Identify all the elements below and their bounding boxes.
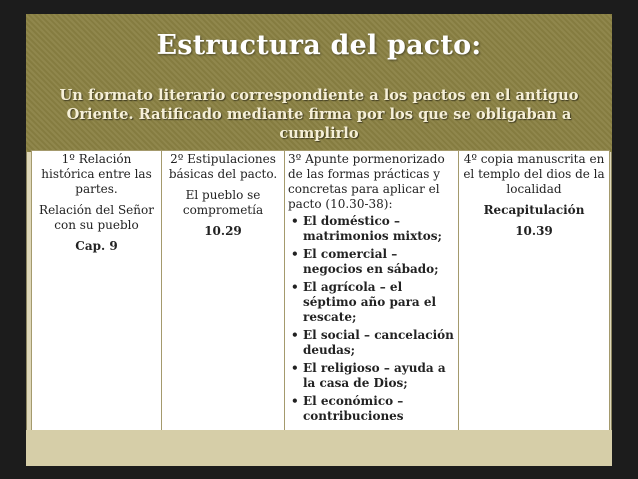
cell-heading: 4º copia manuscrita en el templo del dios de la localidad	[463, 152, 605, 196]
cell-reference: Cap. 9	[75, 239, 118, 253]
table-cell-practical-application	[285, 151, 459, 431]
list-item: • El agrícola – el séptimo año para el rescate;	[303, 280, 455, 325]
list-item: • El social – cancelación deudas;	[303, 328, 455, 358]
list-item: • El económico – contribuciones	[303, 394, 455, 424]
cell-heading: 3º Apunte pormenorizado de las formas prácticas y concretas para aplicar el pacto (10.30-38):	[288, 152, 445, 211]
list-item: • El comercial – negocios en sábado;	[303, 247, 455, 277]
pact-structure-table	[31, 150, 610, 431]
slide-header	[26, 14, 612, 152]
list-item: • El doméstico – matrimonios mixtos;	[303, 214, 455, 244]
table-cell-manuscript-copy	[459, 151, 610, 431]
list-item: • El religioso – ayuda a la casa de Dios;	[303, 361, 455, 391]
table-cell-historical-relation	[32, 151, 162, 431]
cell-heading: 2º Estipulaciones básicas del pacto.	[168, 152, 278, 181]
table-cell-stipulations	[162, 151, 285, 431]
cell-detail: Recapitulación	[483, 203, 585, 217]
cell-reference: 10.29	[204, 224, 242, 238]
cell-heading: 1º Relación histórica entre las partes.	[41, 152, 152, 196]
cell-detail: Relación del Señor con su pueblo	[39, 203, 154, 232]
cell-reference: 10.39	[515, 224, 553, 238]
slide-title: Estructura del pacto:	[156, 30, 482, 61]
application-list	[288, 214, 455, 424]
slide-footer-band	[26, 430, 612, 466]
table-row	[32, 151, 610, 431]
cell-detail: El pueblo se comprometía	[182, 188, 264, 217]
slide-subtitle: Un formato literario correspondiente a los pactos en el antiguo Oriente. Ratificado mediante firma por los que se obligaban a cumplirlo	[59, 87, 579, 142]
